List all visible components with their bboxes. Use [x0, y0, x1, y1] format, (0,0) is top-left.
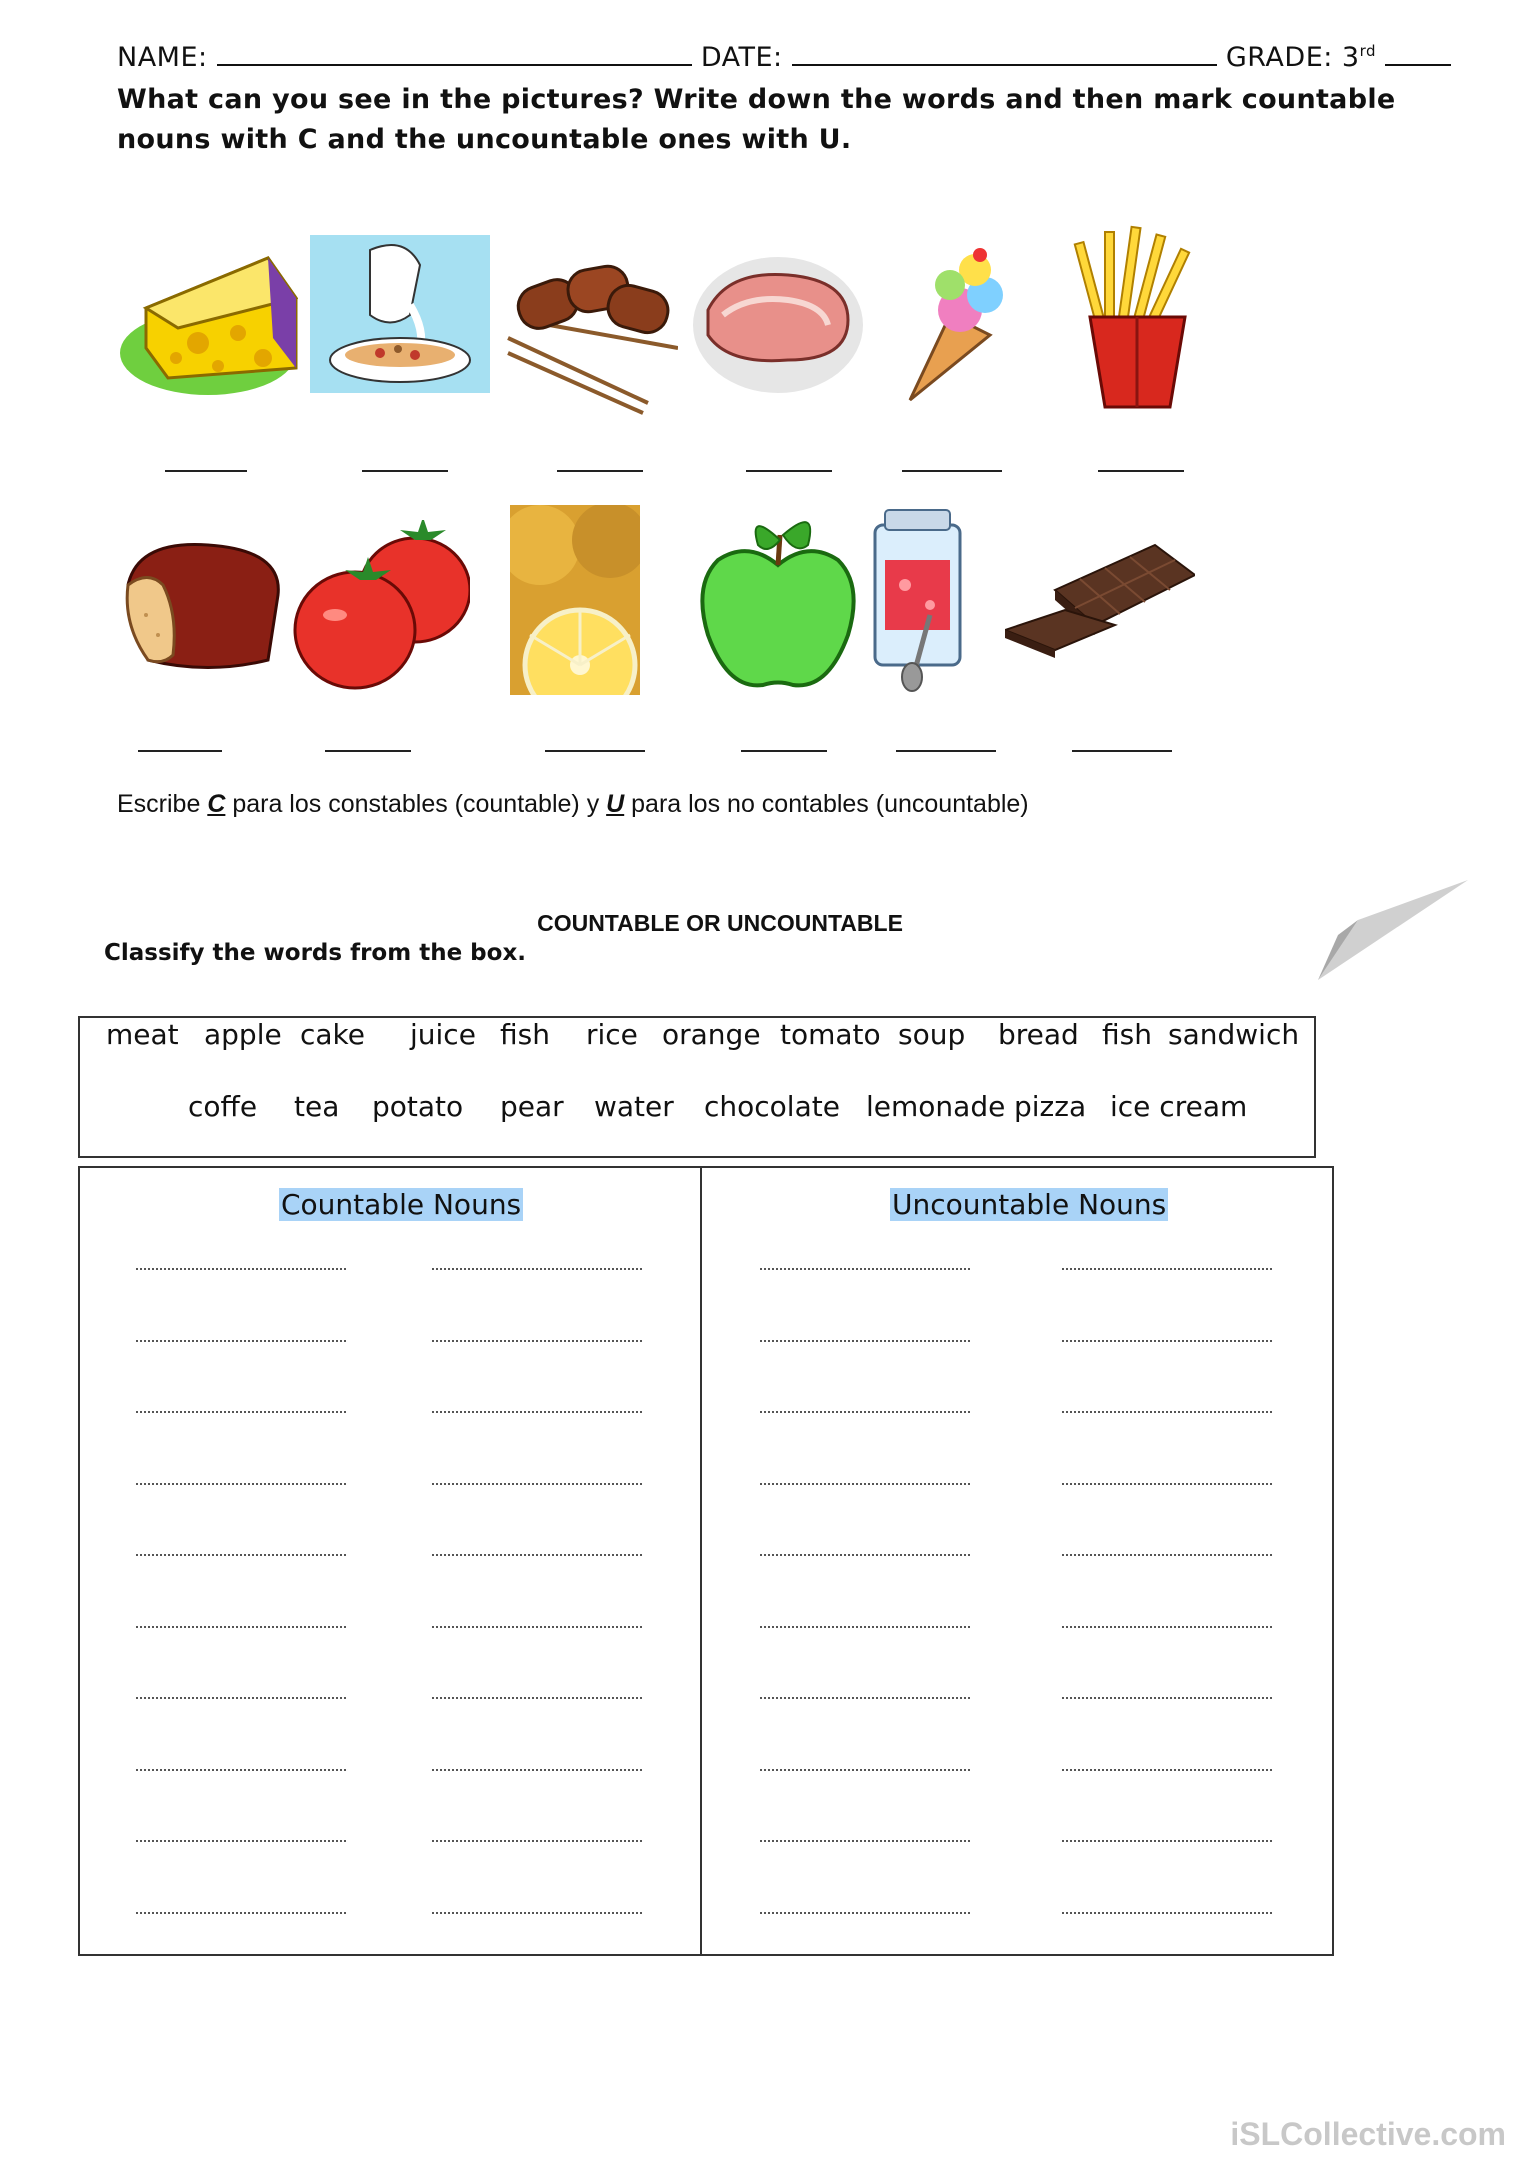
answer-blank[interactable] [138, 750, 222, 752]
meat-icon [688, 240, 868, 430]
note-spanish [117, 790, 1029, 819]
answer-blank[interactable] [165, 470, 247, 472]
answer-line[interactable] [1062, 1411, 1272, 1413]
answer-line[interactable] [760, 1268, 970, 1270]
answer-line[interactable] [1062, 1483, 1272, 1485]
uncountable-heading: Uncountable Nouns [892, 1188, 1167, 1221]
answer-line[interactable] [1062, 1840, 1272, 1842]
word: rice [586, 1018, 638, 1051]
apple-icon [688, 505, 868, 695]
answer-line[interactable] [760, 1769, 970, 1771]
answer-line[interactable] [136, 1912, 346, 1914]
classification-table [78, 1166, 1334, 1956]
word-box [78, 1016, 1316, 1158]
oranges-icon [510, 505, 640, 695]
countable-heading: Countable Nouns [281, 1188, 522, 1221]
note-c: C [207, 790, 226, 818]
answer-blank[interactable] [741, 750, 827, 752]
answer-line[interactable] [432, 1626, 642, 1628]
sausages-icon [498, 228, 678, 418]
fries-icon [1045, 222, 1225, 412]
answer-blank[interactable] [557, 470, 643, 472]
word: apple [204, 1018, 282, 1051]
word: fish [500, 1018, 550, 1051]
date-field[interactable] [792, 40, 1217, 66]
watermark: iSLCollective.com [1230, 2116, 1506, 2152]
answer-line[interactable] [136, 1840, 346, 1842]
word: juice [410, 1018, 476, 1051]
answer-blank[interactable] [902, 470, 1002, 472]
answer-line[interactable] [760, 1840, 970, 1842]
bread-icon [118, 515, 298, 705]
answer-line[interactable] [432, 1554, 642, 1556]
answer-line[interactable] [1062, 1268, 1272, 1270]
answer-line[interactable] [760, 1411, 970, 1413]
word: bread [998, 1018, 1079, 1051]
word: tomato [780, 1018, 881, 1051]
grade-superscript: rd [1359, 42, 1377, 60]
answer-line[interactable] [760, 1554, 970, 1556]
chocolate-icon [1005, 540, 1195, 660]
answer-line[interactable] [1062, 1697, 1272, 1699]
answer-line[interactable] [760, 1340, 970, 1342]
answer-line[interactable] [136, 1769, 346, 1771]
instructions: What can you see in the pictures? Write down the words and then mark countable nouns with C and the uncountable ones with U. [117, 84, 1396, 155]
section-title: COUNTABLE OR UNCOUNTABLE [537, 910, 903, 936]
date-label: DATE: [700, 42, 783, 73]
word: coffe [188, 1090, 258, 1123]
answer-line[interactable] [432, 1411, 642, 1413]
milk-cereal-icon [310, 235, 490, 425]
word: lemonade [866, 1090, 1006, 1123]
word: pizza [1014, 1090, 1087, 1123]
answer-blank[interactable] [746, 470, 832, 472]
answer-blank[interactable] [1098, 470, 1184, 472]
answer-line[interactable] [760, 1483, 970, 1485]
answer-line[interactable] [1062, 1340, 1272, 1342]
answer-line[interactable] [136, 1697, 346, 1699]
answer-line[interactable] [136, 1554, 346, 1556]
answer-line[interactable] [136, 1340, 346, 1342]
note-u: U [606, 790, 625, 818]
jam-icon [860, 505, 980, 695]
word: potato [372, 1090, 464, 1123]
word: chocolate [704, 1090, 840, 1123]
column-divider [700, 1168, 702, 1954]
tomatoes-icon [290, 520, 470, 710]
answer-line[interactable] [432, 1340, 642, 1342]
answer-line[interactable] [432, 1483, 642, 1485]
cheese-icon [118, 228, 298, 418]
word: sandwich [1168, 1018, 1300, 1051]
answer-line[interactable] [1062, 1912, 1272, 1914]
word: meat [106, 1018, 179, 1051]
answer-blank[interactable] [362, 470, 448, 472]
ice-cream-icon [880, 225, 1060, 415]
answer-line[interactable] [760, 1912, 970, 1914]
answer-line[interactable] [760, 1626, 970, 1628]
answer-line[interactable] [136, 1268, 346, 1270]
header-line [117, 40, 1457, 73]
note-text: para los no contables (uncountable) [624, 790, 1029, 818]
classify-instruction: Classify the words from the box. [104, 940, 527, 966]
word: cake [300, 1018, 365, 1051]
word: soup [898, 1018, 966, 1051]
word: ice cream [1110, 1090, 1248, 1123]
grade-label: GRADE: 3 [1225, 42, 1360, 73]
grade-field[interactable] [1385, 40, 1451, 66]
answer-line[interactable] [432, 1840, 642, 1842]
name-field[interactable] [217, 40, 692, 66]
note-text: para los constables (countable) y [225, 790, 607, 818]
name-label: NAME: [117, 42, 208, 73]
answer-line[interactable] [432, 1912, 642, 1914]
answer-line[interactable] [432, 1268, 642, 1270]
answer-blank[interactable] [545, 750, 645, 752]
note-text: Escribe [117, 790, 208, 818]
answer-line[interactable] [432, 1769, 642, 1771]
answer-blank[interactable] [896, 750, 996, 752]
answer-line[interactable] [136, 1483, 346, 1485]
answer-line[interactable] [760, 1697, 970, 1699]
word: orange [662, 1018, 761, 1051]
word: tea [294, 1090, 340, 1123]
answer-line[interactable] [1062, 1626, 1272, 1628]
answer-line[interactable] [432, 1697, 642, 1699]
word: fish [1102, 1018, 1152, 1051]
answer-line[interactable] [136, 1626, 346, 1628]
word: water [594, 1090, 674, 1123]
answer-line[interactable] [1062, 1554, 1272, 1556]
answer-blank[interactable] [325, 750, 411, 752]
answer-line[interactable] [136, 1411, 346, 1413]
word: pear [500, 1090, 564, 1123]
answer-line[interactable] [1062, 1769, 1272, 1771]
answer-blank[interactable] [1072, 750, 1172, 752]
